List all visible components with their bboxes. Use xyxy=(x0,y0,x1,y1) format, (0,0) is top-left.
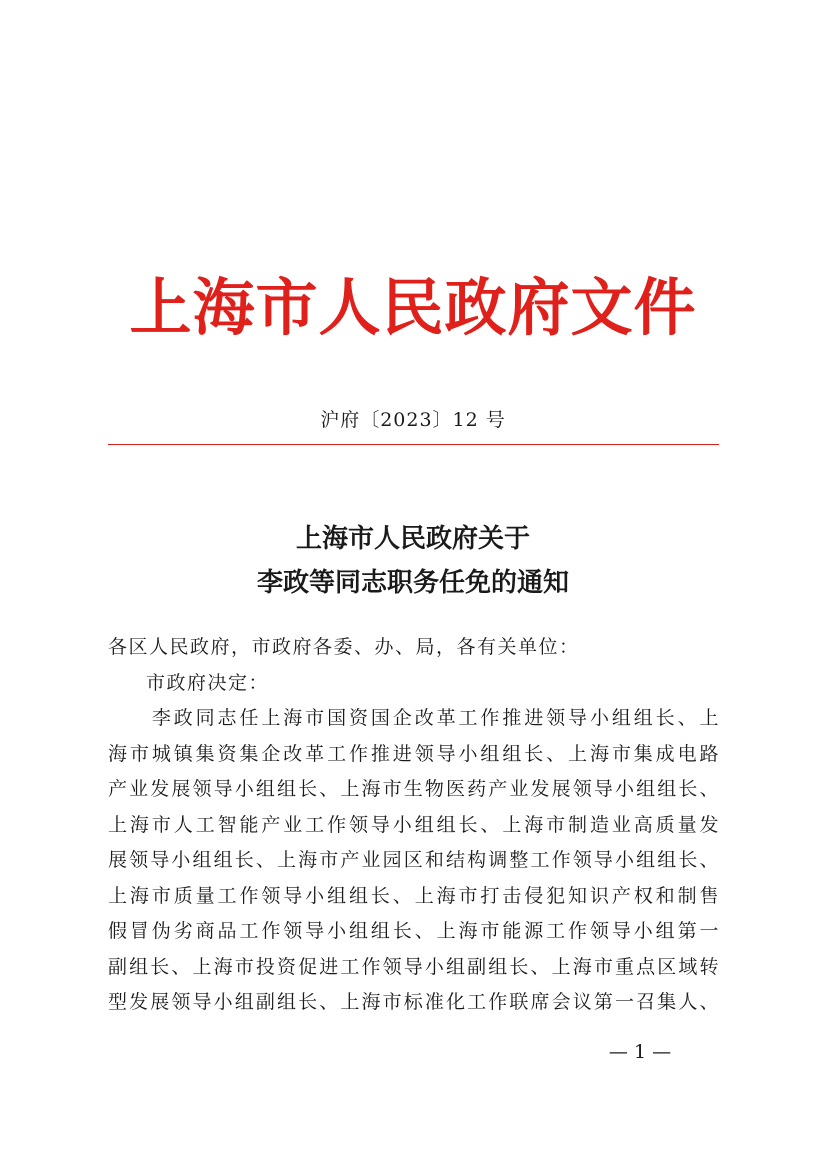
appointment-paragraph xyxy=(108,701,719,1021)
notice-body xyxy=(108,630,719,1021)
salutation: 各区人民政府，市政府各委、办、局，各有关单位： xyxy=(108,636,580,658)
paragraph-line: 副组长、上海市投资促进工作领导小组副组长、上海市重点区域转 xyxy=(108,955,719,978)
paragraph-line: 李政同志任上海市国资国企改革工作推进领导小组组长、上 xyxy=(108,707,719,729)
paragraph-line: 海市城镇集资集企改革工作推进领导小组组长、上海市集成电路 xyxy=(108,742,719,765)
document-masthead: 上海市人民政府文件 xyxy=(129,271,697,344)
paragraph-line: 假冒伪劣商品工作领导小组组长、上海市能源工作领导小组第一 xyxy=(108,920,719,942)
notice-title-line-2: 李政等同志职务任免的通知 xyxy=(256,568,569,598)
page-number: — 1 — xyxy=(608,1041,672,1063)
paragraph-line: 上海市人工智能产业工作领导小组组长、上海市制造业高质量发 xyxy=(108,813,719,836)
notice-title-line-1: 上海市人民政府关于 xyxy=(295,524,530,554)
paragraph-line: 产业发展领导小组组长、上海市生物医药产业发展领导小组组长、 xyxy=(108,778,719,800)
paragraph-line: 型发展领导小组副组长、上海市标准化工作联席会议第一召集人、 xyxy=(108,991,719,1013)
document-number: 沪府〔2023〕12 号 xyxy=(320,409,506,431)
paragraph-line: 上海市质量工作领导小组组长、上海市打击侵犯知识产权和制售 xyxy=(108,884,719,907)
paragraph-line: 展领导小组组长、上海市产业园区和结构调整工作领导小组组长、 xyxy=(108,849,719,871)
red-divider-line xyxy=(108,444,719,445)
decision-statement: 市政府决定： xyxy=(146,671,270,694)
